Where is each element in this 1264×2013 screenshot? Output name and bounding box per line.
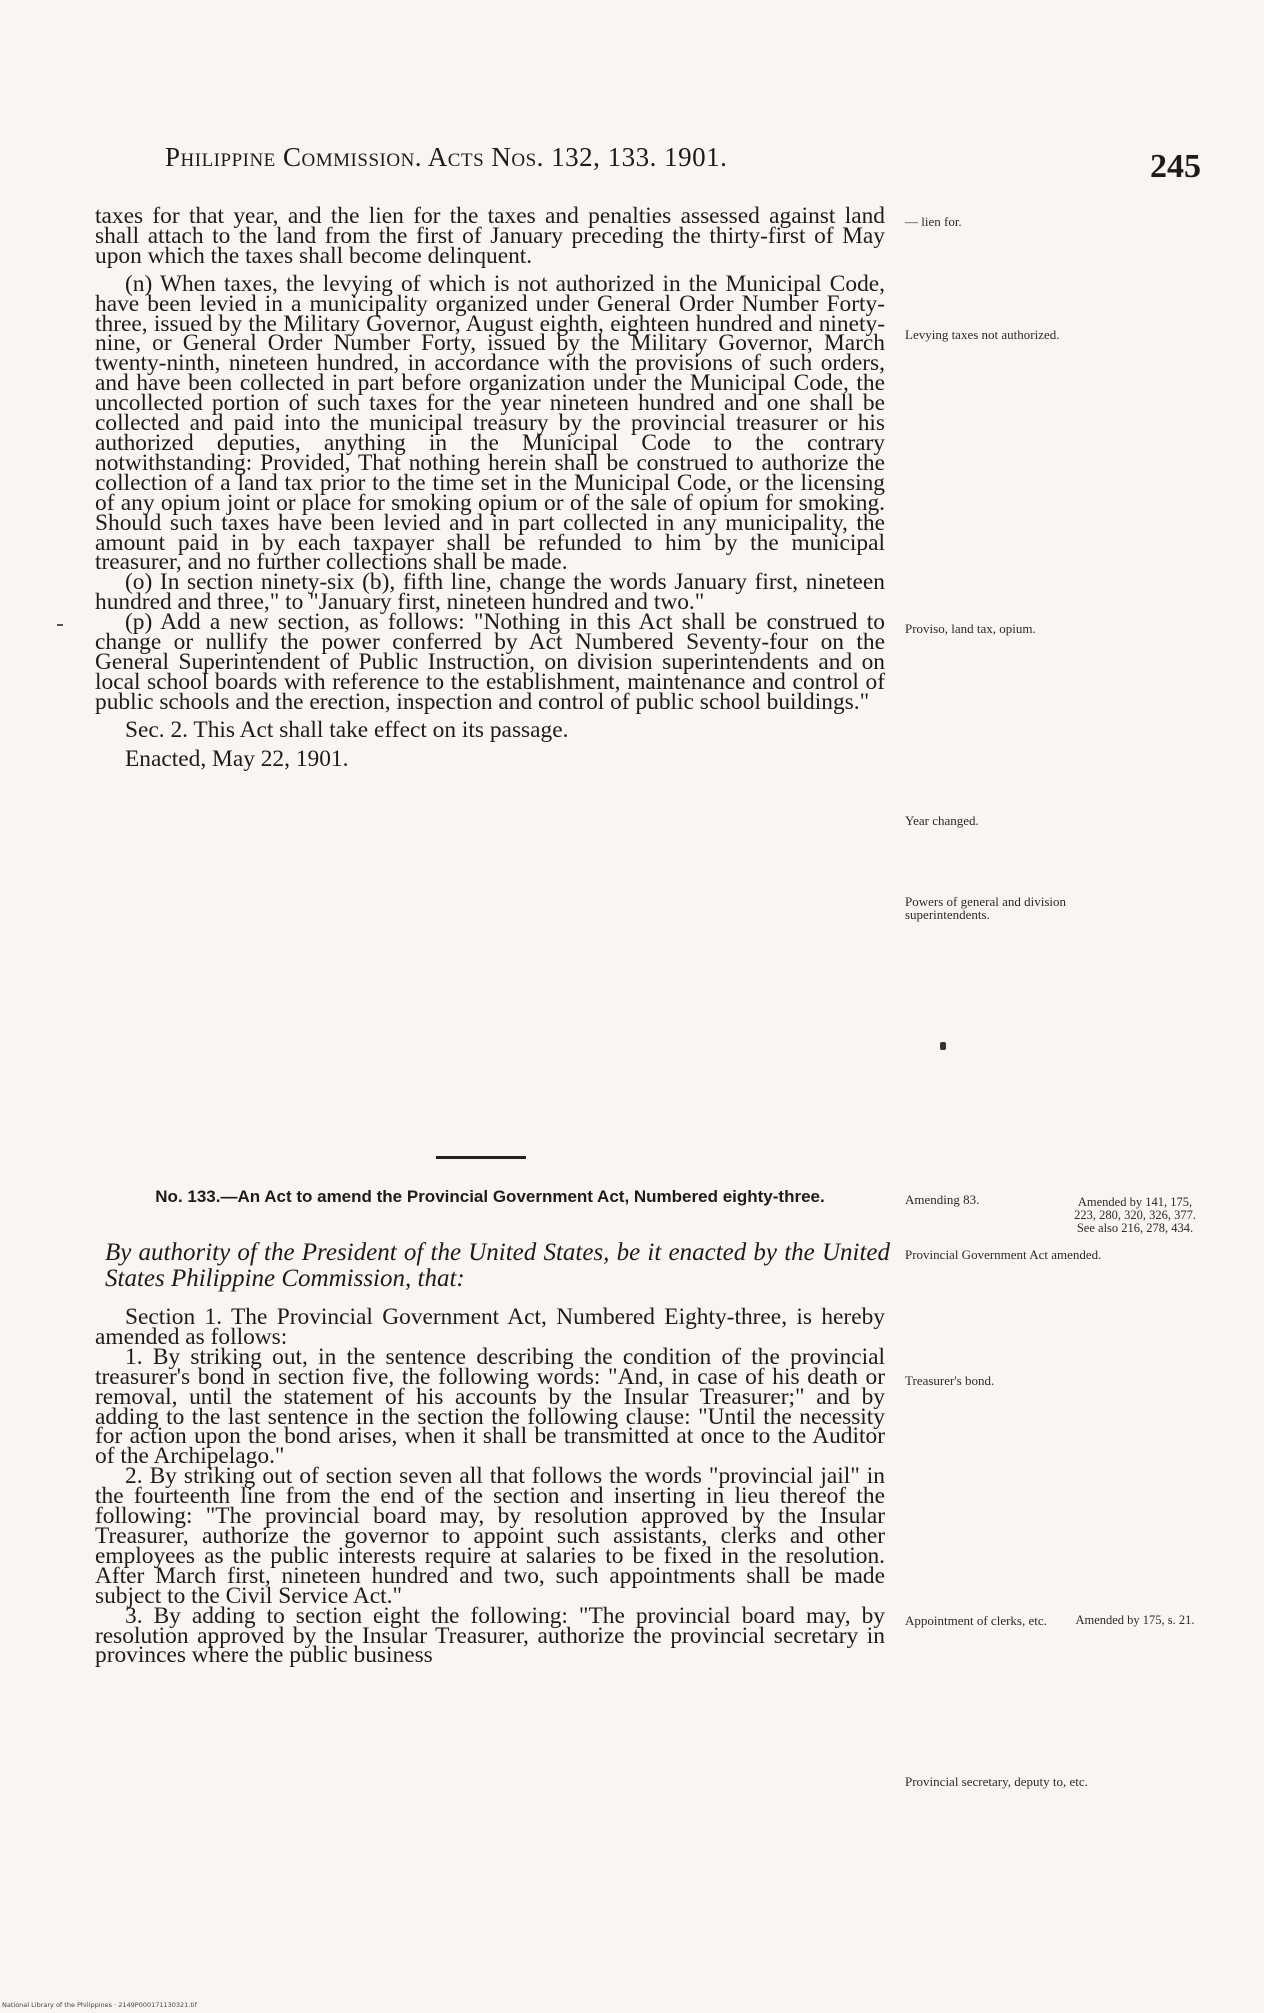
paragraph-lien: taxes for that year, and the lien for the taxes and penalties assessed against land shall attach to the land from the first of January preceding the thirty-first of May upon which the taxes shall become delinquent. xyxy=(95,203,885,269)
margin-note-provincial-act: Provincial Government Act amended. xyxy=(905,1247,1102,1262)
margin-note-secretary: Provincial secretary, deputy to, etc. xyxy=(905,1774,1088,1789)
page-number: 245 xyxy=(1150,148,1201,185)
paragraph-p: (p) Add a new section, as follows: "Nothing in this Act shall be construed to change or nullify the power conferred by Act Numbered Seventy-four on the General Superintendent of Public Instruction, on division superintendents and on local school boards with reference to the establishment, maintenance and control of public schools and the erection, inspection and control of public school buildings." xyxy=(95,609,885,715)
body-block-1 xyxy=(95,203,885,772)
body-block-2 xyxy=(95,1304,885,1669)
outer-note-amended-175: Amended by 175, s. 21. xyxy=(1075,1613,1195,1627)
section-1: Section 1. The Provincial Government Act, Numbered Eighty-three, is hereby amended as follows: xyxy=(95,1304,885,1350)
margin-note-year: Year changed. xyxy=(905,813,979,828)
paragraph-n: (n) When taxes, the levying of which is not authorized in the Municipal Code, have been levied in a municipality organized under General Order Number Forty-three, issued by the Military Governor, August eighth, eighteen hundred and ninety-nine, or General Order Number Forty, issued by the Military Governor, March twenty-ninth, nineteen hundred, in accordance with the provisions of such orders, and have been collected in part before organization under the Municipal Code, the uncollected portion of such taxes for the year nineteen hundred and one shall be collected and paid into the municipal treasury by the provincial treasurer or his authorized deputies, anything in the Municipal Code to the contrary notwithstanding: Provided, That nothing herein shall be construed to authorize the collection of a land tax prior to the time set in the Municipal Code, or the licensing of any opium joint or place for smoking opium or of the sale of opium for smoking. Should such taxes have been levied and in part collected in any municipality, the amount paid in by each taxpayer shall be refunded to him by the municipal treasurer, and no further collections shall be made. xyxy=(95,270,885,576)
margin-note-proviso: Proviso, land tax, opium. xyxy=(905,621,1036,636)
scan-credit: National Library of the Philippines · 2149P000171130321.tif xyxy=(2,2001,198,2009)
margin-note-treasurer: Treasurer's bond. xyxy=(905,1373,995,1388)
running-head: Philippine Commission. Acts Nos. 132, 133. 1901. xyxy=(165,142,728,172)
enacted-date: Enacted, May 22, 1901. xyxy=(125,745,349,772)
margin-tick xyxy=(57,624,63,626)
margin-note-levying: Levying taxes not authorized. xyxy=(905,327,1060,342)
section-rule xyxy=(436,1156,526,1159)
paragraph-o: (o) In section ninety-six (b), fifth line, change the words January first, nineteen hundred and three," to "January first, nineteen hundred and two." xyxy=(95,569,885,616)
enacting-clause: By authority of the President of the United States, be it enacted by the United States Philippine Commission, that: xyxy=(105,1239,890,1292)
margin-note-amending: Amending 83. xyxy=(905,1192,980,1207)
item-2: 2. By striking out of section seven all that follows the words "provincial jail" in the fourteenth line from the end of the section and inserting in lieu thereof the following: "The provincial board may, by resolution approved by the Insular Treasurer, authorize the governor to appoint such assistants, clerks and other employees as the public interests require at salaries to be fixed in the resolution. After March first, nineteen hundred and two, such appointments shall be made subject to the Civil Service Act." xyxy=(95,1463,885,1609)
item-3: 3. By adding to section eight the following: "The provincial board may, by resolution approved by the Insular Treasurer, authorize the provincial secretary in provinces where the public business xyxy=(95,1602,885,1669)
section-2: Sec. 2. This Act shall take effect on its passage. xyxy=(125,716,569,743)
item-1: 1. By striking out, in the sentence describing the condition of the provincial treasurer's bond in section five, the following words: "And, in case of his death or removal, until the statement of his accounts by the Insular Treasurer;" and by adding to the last sentence in the section the following clause: "Until the necessity for action upon the bond arises, when it shall be transmitted at once to the Auditor of the Archipelago." xyxy=(95,1343,885,1470)
margin-dot xyxy=(940,1042,946,1050)
act-heading: No. 133.—An Act to amend the Provincial Government Act, Numbered eighty-three. xyxy=(155,1187,825,1206)
outer-note-amended: Amended by 141, 175, 223, 280, 320, 326, 377. See also 216, 278, 434. xyxy=(1074,1195,1196,1235)
margin-note-lien: — lien for. xyxy=(905,214,962,229)
margin-note-appointment: Appointment of clerks, etc. xyxy=(905,1613,1047,1628)
margin-note-powers: Powers of general and division superintendents. xyxy=(905,894,1067,922)
